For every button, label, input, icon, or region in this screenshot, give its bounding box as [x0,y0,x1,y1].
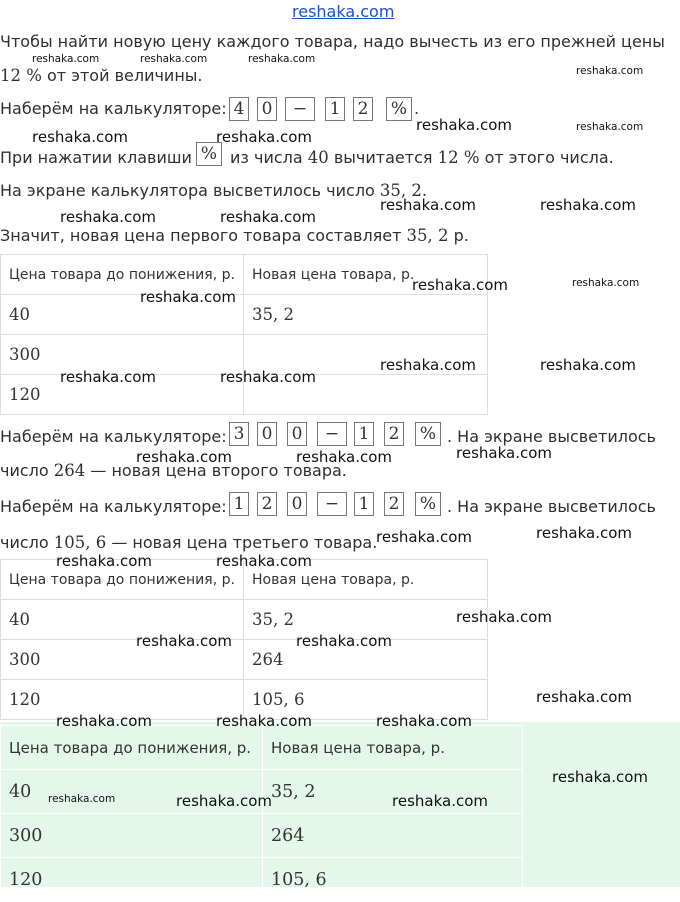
watermark: reshaka.com [60,368,156,386]
second-price-number: 264 [53,461,86,480]
watermark: reshaka.com [380,356,476,374]
header-new-price: Новая цена товара, р. [263,726,523,770]
watermark: reshaka.com [536,688,632,706]
watermark: reshaka.com [576,65,644,77]
watermark: reshaka.com [32,128,128,146]
screen-number: 35, 2. [379,181,428,200]
watermark: reshaka.com [60,208,156,226]
watermark: reshaka.com [216,712,312,730]
calc-key: 2 [384,492,404,516]
intro-line-2-text: от этой величины. [41,66,203,85]
calc-key-minus: − [317,492,347,516]
header-new-price: Новая цена товара, р. [244,255,488,295]
watermark: reshaka.com [540,196,636,214]
table-row [1,640,488,680]
watermark: reshaka.com [296,448,392,466]
third-screen-text [447,497,656,517]
calc-key: 2 [257,492,277,516]
header-old-price: Цена товара до понижения, р. [1,255,244,295]
watermark: reshaka.com [216,128,312,146]
calc-key: 1 [229,492,249,516]
third-screen-label: На экране высветилось [457,497,656,516]
press-number: 40 [307,148,329,167]
press-tail: от этого числа. [484,148,614,167]
old-price-cell: 300 [1,335,244,375]
calc-key: 2 [384,422,404,446]
new-price-cell: 35, 2 [263,770,523,814]
old-price-cell: 120 [1,858,263,902]
calc-key-percent: % [386,97,412,121]
screen-text: На экране калькулятора высветилось число [0,181,375,200]
watermark: reshaka.com [136,448,232,466]
press-subtracts: вычитается [333,148,433,167]
watermark: reshaka.com [248,53,316,65]
calc-key-percent: % [196,142,222,166]
calc-key: 2 [353,97,373,121]
watermark: reshaka.com [376,712,472,730]
watermark: reshaka.com [220,208,316,226]
table-row [1,814,523,858]
calc-key: 1 [354,492,374,516]
old-price-cell: 120 [1,680,244,720]
table-row [1,600,488,640]
press-text-b [230,148,614,168]
calc-key-percent: % [415,492,441,516]
first-price-unit: р. [453,226,469,245]
type-label-1: Наберём на калькуляторе: [0,99,227,118]
old-price-cell: 40 [1,600,244,640]
calc-key: 1 [325,97,345,121]
first-price-line [0,226,469,246]
third-price-prefix: число [0,533,49,552]
watermark: reshaka.com [456,608,552,626]
old-price-cell: 40 [1,770,263,814]
key-sequence-1 [229,97,419,121]
new-price-cell: 35, 2 [244,600,488,640]
table-header-row [1,726,523,770]
calc-key: 0 [287,492,307,516]
watermark: reshaka.com [56,712,152,730]
watermark: reshaka.com [456,444,552,462]
watermark: reshaka.com [540,356,636,374]
watermark: reshaka.com [48,793,116,805]
new-price-cell: 264 [244,640,488,680]
second-screen-label: На экране высветилось [457,427,656,446]
calc-key-minus: − [285,97,315,121]
watermark: reshaka.com [176,792,272,810]
type-label-2: Наберём на калькуляторе: [0,427,227,446]
percent-value: 12 % [0,66,42,85]
site-link[interactable]: reshaka.com [292,2,395,21]
intro-line-2 [0,66,203,86]
watermark: reshaka.com [376,528,472,546]
watermark: reshaka.com [552,768,648,786]
screen-result [0,181,427,201]
watermark: reshaka.com [412,276,508,294]
watermark: reshaka.com [136,632,232,650]
first-price-number: 35, 2 [406,226,449,245]
period: . [447,497,458,516]
press-text-a: При нажатии клавиши [0,148,192,167]
old-price-cell: 120 [1,375,244,415]
press-from: из числа [230,148,303,167]
intro-line-1: Чтобы найти новую цену каждого товара, надо вычесть из его прежней цены [0,32,665,51]
second-price-text: — новая цена второго товара. [90,461,347,480]
calc-key: 0 [257,97,277,121]
watermark: reshaka.com [296,632,392,650]
watermark: reshaka.com [576,121,644,133]
watermark: reshaka.com [416,116,512,134]
header-new-price: Новая цена товара, р. [244,560,488,600]
third-price-line [0,533,377,553]
watermark: reshaka.com [216,552,312,570]
calc-key: 4 [229,97,249,121]
type-label-3: Наберём на калькуляторе: [0,497,227,516]
calc-key-percent: % [415,422,441,446]
watermark: reshaka.com [56,552,152,570]
price-table-2 [0,559,488,720]
watermark: reshaka.com [220,368,316,386]
header-old-price: Цена товара до понижения, р. [1,560,244,600]
calc-key: 1 [354,422,374,446]
watermark: reshaka.com [572,277,640,289]
new-price-cell: 105, 6 [244,680,488,720]
watermark: reshaka.com [32,53,100,65]
watermark: reshaka.com [140,53,208,65]
key-sequence-2 [229,422,449,446]
new-price-cell: 105, 6 [263,858,523,902]
calc-key: 3 [229,422,249,446]
third-price-number: 105, 6 [53,533,107,552]
press-percent: 12 % [437,148,480,167]
calc-key: 0 [257,422,277,446]
new-price-cell: 264 [263,814,523,858]
header-old-price: Цена товара до понижения, р. [1,726,263,770]
watermark: reshaka.com [392,792,488,810]
watermark: reshaka.com [380,196,476,214]
price-table-answer [0,725,523,902]
watermark: reshaka.com [536,524,632,542]
period: . [447,427,458,446]
first-price-text: Значит, новая цена первого товара составляет [0,226,402,245]
watermark: reshaka.com [140,288,236,306]
new-price-cell: 35, 2 [244,295,488,335]
old-price-cell: 300 [1,640,244,680]
table-row [1,858,523,902]
table-row [1,295,488,335]
key-sequence-3 [229,492,449,516]
second-price-prefix: число [0,461,49,480]
third-price-text: — новая цена третьего товара. [111,533,378,552]
calc-key: 0 [287,422,307,446]
old-price-cell: 300 [1,814,263,858]
calc-key-minus: − [317,422,347,446]
period: . [414,99,420,118]
old-price-cell: 40 [1,295,244,335]
